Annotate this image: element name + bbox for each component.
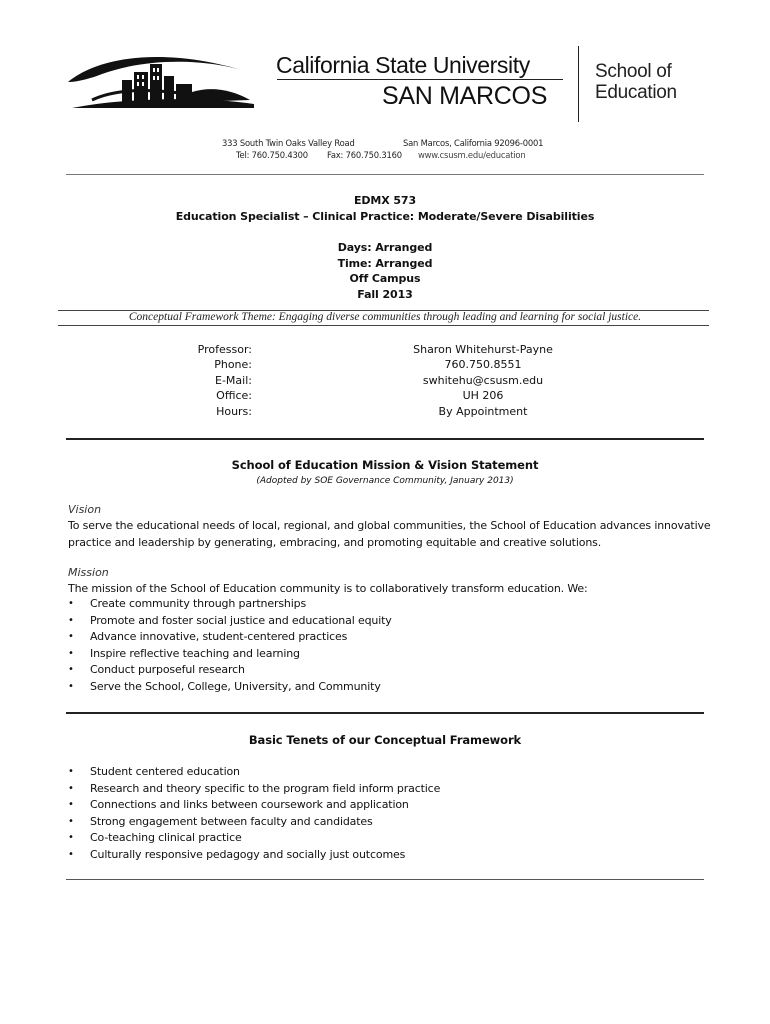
bullet-icon: • — [68, 680, 74, 692]
mission-section-subtitle: (Adopted by SOE Governance Community, January 2013) — [256, 476, 514, 486]
list-item — [68, 596, 392, 613]
bullet-icon: • — [68, 766, 74, 777]
section-rule-2 — [66, 712, 704, 714]
professor-hours: By Appointment — [438, 405, 528, 418]
tenet-item: Connections and links between coursework and application — [90, 798, 409, 812]
bullet-icon: • — [68, 832, 74, 844]
bullet-icon: • — [68, 664, 74, 676]
tenet-item: Research and theory specific to the program field inform practice — [90, 781, 441, 795]
mission-intro: The mission of the School of Education community is to collaboratively transform education. We: — [68, 582, 588, 595]
header-rule — [66, 174, 704, 175]
vision-heading: Vision — [68, 503, 102, 516]
mission-item: Create community through partnerships — [90, 597, 307, 610]
address-tel: Tel: 760.750.4300 — [236, 150, 308, 160]
list-item — [68, 629, 392, 646]
course-title: Education Specialist – Clinical Practice: Moderate/Severe Disabilities — [175, 210, 595, 223]
course-term: Fall 2013 — [357, 288, 413, 301]
mission-heading: Mission — [68, 566, 109, 579]
university-name: California State University — [276, 52, 530, 78]
mission-section-title: School of Education Mission & Vision Statement — [231, 458, 539, 472]
bullet-icon: • — [68, 815, 74, 827]
list-item — [68, 764, 440, 781]
address-fax: Fax: 760.750.3160 — [327, 150, 402, 160]
list-item — [68, 662, 392, 679]
professor-phone: 760.750.8551 — [444, 358, 522, 371]
list-item — [68, 781, 440, 798]
professor-email[interactable]: swhitehu@csusm.edu — [422, 374, 544, 387]
course-time: Time: Arranged — [337, 257, 433, 270]
list-item — [68, 679, 392, 696]
mission-item: Inspire reflective teaching and learning — [90, 646, 300, 660]
bullet-icon: • — [68, 631, 74, 643]
list-item — [68, 797, 440, 814]
section-rule-3 — [66, 879, 704, 880]
course-location: Off Campus — [349, 272, 421, 285]
csusm-logo — [62, 46, 262, 116]
list-item — [68, 847, 440, 864]
label-office: Office: — [216, 389, 252, 402]
professor-office: UH 206 — [462, 389, 504, 402]
mission-item: Advance innovative, student-centered practices — [90, 630, 348, 644]
bullet-icon: • — [68, 598, 74, 609]
list-item — [68, 613, 392, 630]
header-divider — [578, 46, 579, 122]
tenets-section-title: Basic Tenets of our Conceptual Framework — [248, 733, 522, 747]
vision-text-line-2: practice and leadership by generating, embracing, and promoting equitable and creative solutions. — [68, 536, 602, 549]
mission-item: Serve the School, College, University, and Community — [90, 679, 381, 693]
theme-rule-bottom — [58, 325, 709, 326]
tenet-item: Culturally responsive pedagogy and socially just outcomes — [90, 847, 406, 861]
list-item — [68, 830, 440, 847]
campus-name: SAN MARCOS — [382, 82, 548, 110]
label-professor: Professor: — [197, 343, 252, 356]
label-email: E-Mail: — [215, 374, 252, 387]
vision-text-line-1: To serve the educational needs of local, regional, and global communities, the School of Education advances innovative — [68, 519, 711, 532]
bullet-icon: • — [68, 614, 74, 626]
list-item — [68, 814, 440, 831]
bullet-icon: • — [68, 647, 74, 659]
bullet-icon: • — [68, 782, 74, 794]
mission-list — [68, 596, 392, 696]
tenet-item: Student centered education — [90, 765, 240, 778]
header-underline — [277, 79, 563, 80]
tenets-list — [68, 764, 440, 864]
address-city: San Marcos, California 92096-0001 — [403, 138, 544, 148]
list-item — [68, 646, 392, 663]
course-code: EDMX 573 — [353, 194, 417, 207]
course-days: Days: Arranged — [337, 241, 433, 254]
professor-name: Sharon Whitehurst-Payne — [413, 343, 553, 356]
address-web-link[interactable]: www.csusm.edu/education — [418, 150, 526, 160]
framework-theme: Conceptual Framework Theme: Engaging diverse communities through leading and learning for social justice. — [128, 311, 642, 323]
address-street: 333 South Twin Oaks Valley Road — [222, 138, 355, 148]
label-hours: Hours: — [216, 405, 252, 418]
tenet-item: Strong engagement between faculty and candidates — [90, 814, 373, 828]
mission-item: Conduct purposeful research — [90, 663, 245, 677]
tenet-item: Co-teaching clinical practice — [90, 831, 242, 845]
bullet-icon: • — [68, 848, 74, 860]
section-rule-1 — [66, 438, 704, 440]
bullet-icon: • — [68, 799, 74, 811]
school-line-1: School of — [595, 61, 672, 82]
mission-item: Promote and foster social justice and educational equity — [90, 613, 392, 627]
school-line-2: Education — [595, 82, 677, 103]
label-phone: Phone: — [214, 358, 252, 371]
school-name — [595, 61, 677, 103]
